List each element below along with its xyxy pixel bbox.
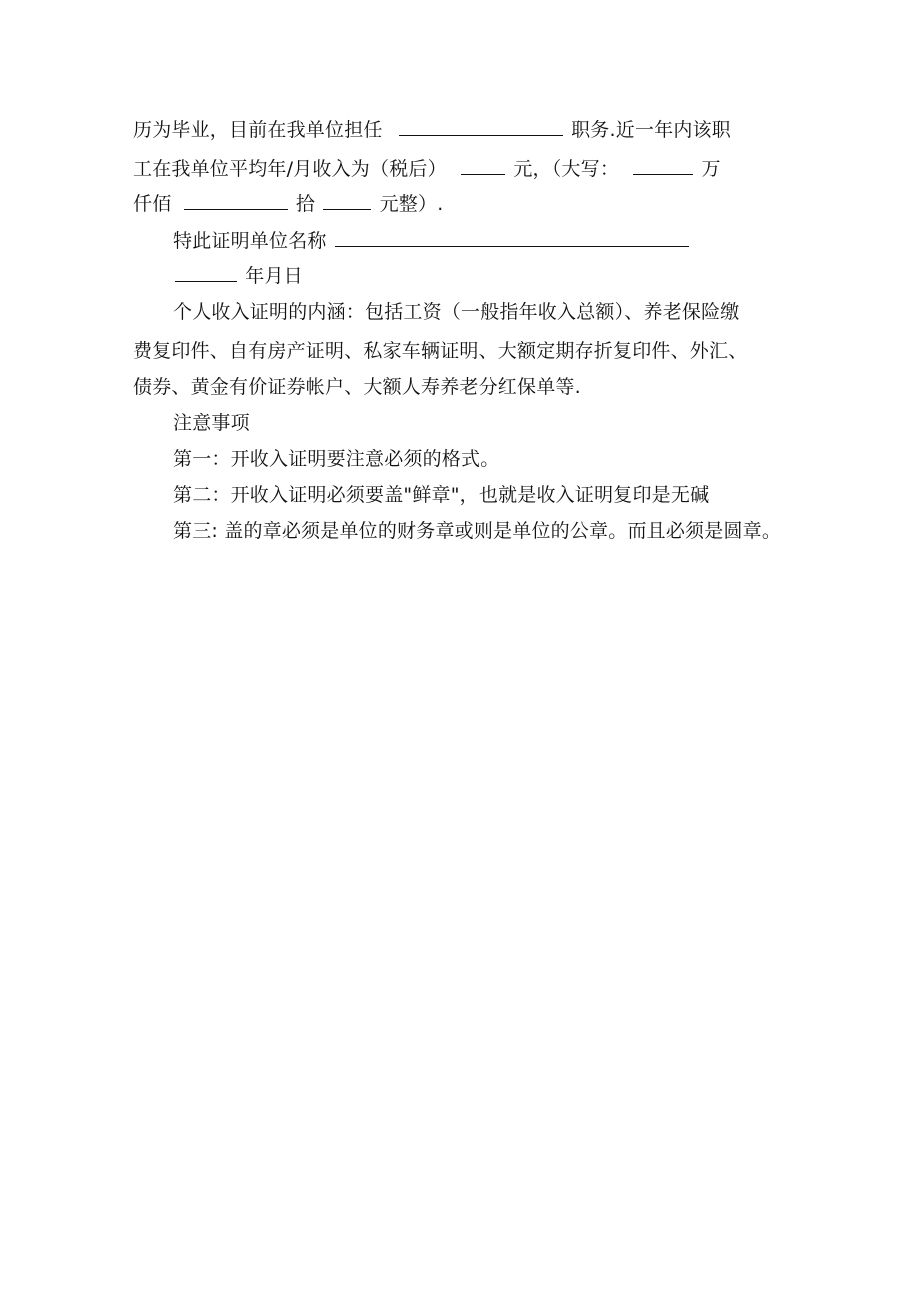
text-date: 年月日	[245, 265, 303, 287]
text-position-suffix: 职务.近一年内该职	[571, 119, 731, 141]
blank-wan	[633, 155, 693, 175]
text-wan: 万	[701, 158, 721, 180]
blank-income-amount	[461, 155, 505, 175]
blank-date	[175, 262, 237, 282]
paragraph-line-6: 个人收入证明的内涵：包括工资（一般指年收入总额）、养老保险缴	[173, 301, 740, 323]
text-average-income: 工在我单位平均年/月收入为（税后）	[133, 158, 447, 180]
paragraph-line-1	[133, 116, 731, 144]
text-yuan-capital: 元，（大写：	[513, 158, 620, 180]
text-shi: 拾	[295, 193, 316, 215]
blank-shi	[323, 190, 371, 210]
blank-qian-bai	[184, 190, 288, 210]
text-education-position: 历为毕业，目前在我单位担任	[133, 119, 383, 141]
paragraph-line-5	[173, 262, 303, 290]
note-item-2: 第二：开收入证明必须要盖"鲜章"，也就是收入证明复印是无碱	[173, 484, 710, 506]
text-certify-unit-name: 特此证明单位名称	[173, 230, 327, 252]
paragraph-line-2	[133, 155, 721, 183]
paragraph-line-4	[173, 227, 691, 255]
section-heading-notes: 注意事项	[173, 412, 250, 434]
text-yuan-zheng: 元整）.	[379, 193, 444, 215]
paragraph-line-3	[133, 190, 443, 218]
note-item-1: 第一：开收入证明要注意必须的格式。	[173, 448, 500, 470]
blank-unit-name	[335, 227, 689, 247]
paragraph-line-8: 债券、黄金有价证券帐户、大额人寿养老分红保单等.	[133, 376, 581, 398]
paragraph-line-7: 费复印件、自有房产证明、私家车辆证明、大额定期存折复印件、外汇、	[133, 340, 748, 362]
blank-position	[399, 116, 563, 136]
text-qian-bai: 仟佰	[133, 193, 172, 215]
note-item-3: 第三: 盖的章必须是单位的财务章或则是单位的公章。而且必须是圆章。	[173, 520, 782, 542]
